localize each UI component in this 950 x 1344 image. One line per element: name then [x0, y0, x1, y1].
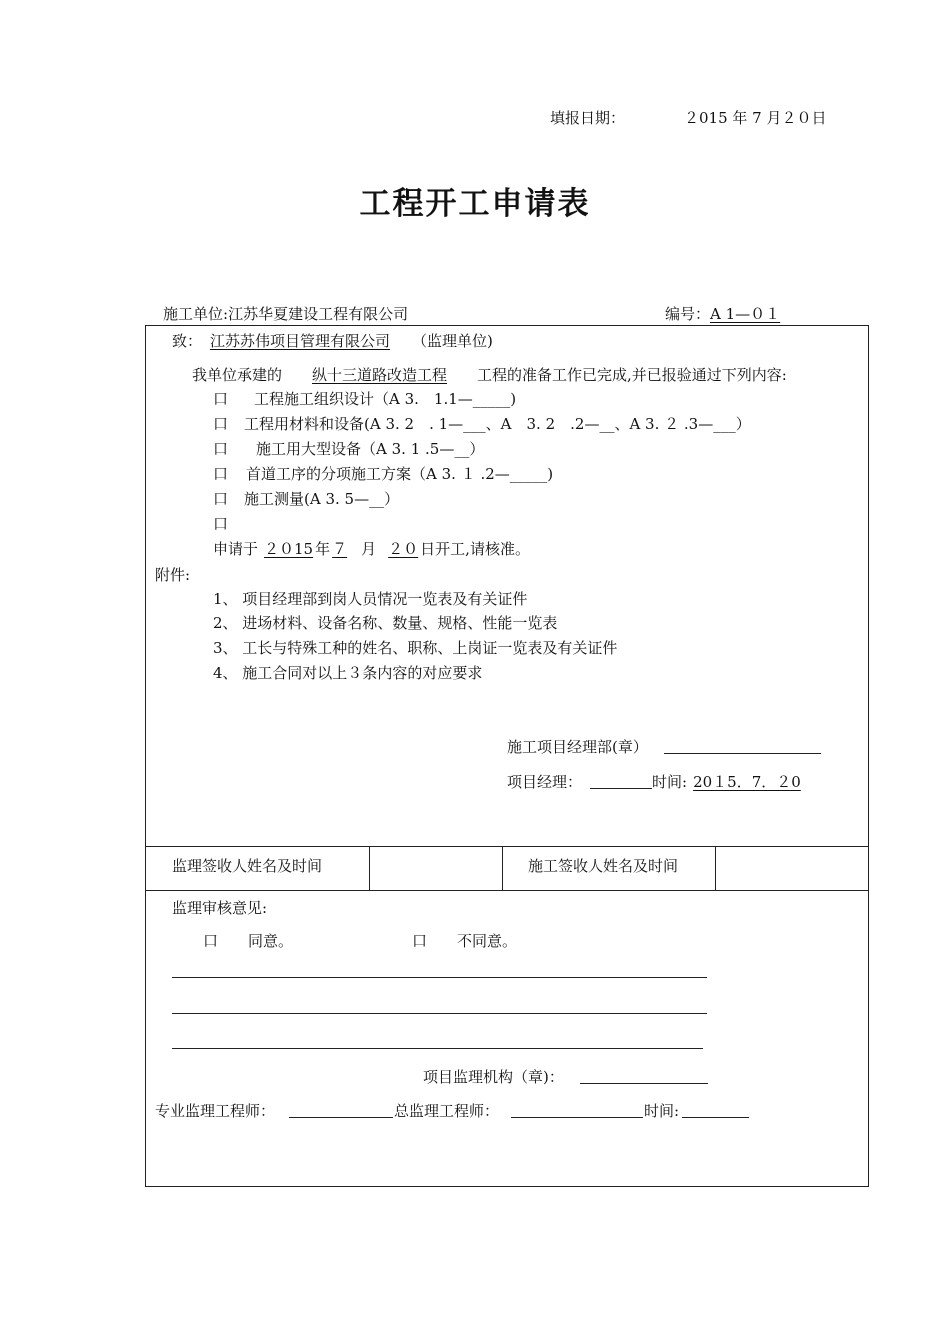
attachment-item: 1、 项目经理部到岗人员情况一览表及有关证件	[213, 590, 528, 608]
request-prefix: 申请于	[213, 540, 259, 558]
checkbox-icon[interactable]: 口	[213, 490, 229, 508]
checkbox-icon[interactable]: 口	[213, 440, 229, 458]
dept-seal-field[interactable]	[664, 736, 821, 754]
agree-label: 同意。	[248, 932, 294, 950]
construction-unit	[163, 303, 408, 324]
review-label: 监理审核意见:	[172, 899, 268, 917]
request-day: ２０	[388, 540, 419, 558]
chief-engineer-label: 总监理工程师：	[394, 1102, 500, 1120]
review-time-field[interactable]	[682, 1100, 749, 1118]
specialty-engineer-field[interactable]	[289, 1100, 393, 1118]
checklist-item[interactable]	[213, 413, 751, 434]
intro-suffix: 工程的准备工作已完成,并已报验通过下列内容:	[477, 366, 787, 384]
checklist-item[interactable]	[213, 463, 553, 484]
form-number	[665, 303, 780, 324]
agree-option[interactable]	[203, 930, 293, 951]
checkbox-icon[interactable]: 口	[203, 932, 219, 950]
divider	[145, 890, 868, 891]
review-time-label: 时间:	[644, 1102, 680, 1120]
checkbox-icon[interactable]: 口	[213, 390, 229, 408]
supervisor-receipt-label: 监理签收人姓名及时间	[172, 857, 323, 875]
attachment-item: 3、 工长与特殊工种的姓名、职称、上岗证一览表及有关证件	[213, 639, 618, 657]
divider	[715, 846, 716, 890]
to-prefix: 致：	[172, 332, 203, 350]
page-title: 工程开工申请表	[359, 186, 591, 222]
contractor-receipt-field[interactable]	[722, 855, 860, 877]
form-number-value: A 1—０１	[710, 305, 781, 323]
form-number-label: 编号：	[665, 305, 711, 323]
request-line	[213, 538, 530, 559]
manager-label: 项目经理：	[507, 773, 583, 791]
fill-date-label: 填报日期：	[550, 109, 626, 127]
manager-field[interactable]	[590, 771, 652, 789]
contractor-receipt-label: 施工签收人姓名及时间	[528, 857, 679, 875]
fill-date-value: ２015 年 7 月２０日	[684, 109, 827, 127]
checklist-item[interactable]	[213, 438, 484, 459]
dept-seal-label: 施工项目经理部(章）	[507, 738, 648, 756]
checklist-item[interactable]	[213, 388, 516, 409]
request-year-unit: 年	[315, 540, 331, 558]
divider	[502, 846, 503, 890]
supervision-org-label: 项目监理机构（章)：	[423, 1068, 564, 1086]
opinion-line[interactable]	[172, 996, 707, 1014]
sign-time-label: 时间:	[652, 773, 688, 791]
request-month: ７	[332, 540, 348, 558]
checklist-text: 工程施工组织设计（A 3. 1.1—_____)	[254, 390, 517, 408]
disagree-label: 不同意。	[457, 932, 518, 950]
checkbox-icon[interactable]: 口	[213, 515, 229, 533]
checklist-text: 施工用大型设备（A 3. 1 .5—__）	[256, 440, 485, 458]
intro-line	[192, 364, 787, 385]
intro-prefix: 我单位承建的	[192, 366, 283, 384]
construction-unit-value: 江苏华夏建设工程有限公司	[228, 305, 409, 323]
checklist-item[interactable]	[213, 488, 399, 509]
project-name: 纵十三道路改造工程	[312, 366, 448, 384]
to-suffix: （监理单位)	[412, 332, 493, 350]
checkbox-icon[interactable]: 口	[213, 415, 229, 433]
checklist-text: 施工测量(A 3. 5—__）	[244, 490, 400, 508]
opinion-line[interactable]	[172, 960, 707, 978]
opinion-line[interactable]	[172, 1031, 703, 1049]
checklist-text: 首道工序的分项施工方案（A 3. １ .2—_____)	[246, 465, 554, 483]
request-suffix: 日开工,请核准。	[420, 540, 530, 558]
attachment-item: 2、 进场材料、设备名称、数量、规格、性能一览表	[213, 614, 558, 632]
request-month-unit: 月	[361, 540, 377, 558]
divider	[369, 846, 370, 890]
checkbox-icon[interactable]: 口	[412, 932, 428, 950]
attachments-label: 附件:	[155, 566, 191, 584]
checklist-text: 工程用材料和设备(A 3. 2 . 1—___、A 3. 2 .2—__、A 3. ２ .3—___）	[244, 415, 751, 433]
attachment-item: 4、 施工合同对以上３条内容的对应要求	[213, 664, 483, 682]
supervisor-receipt-field[interactable]	[378, 855, 496, 877]
specialty-engineer-label: 专业监理工程师：	[155, 1102, 276, 1120]
request-year: ２０15	[264, 540, 314, 558]
disagree-option[interactable]	[412, 930, 517, 951]
to-line	[172, 330, 493, 351]
construction-unit-label: 施工单位:	[163, 305, 229, 323]
chief-engineer-field[interactable]	[511, 1100, 643, 1118]
supervisor-unit: 江苏苏伟项目管理有限公司	[210, 332, 391, 350]
checkbox-icon[interactable]: 口	[213, 465, 229, 483]
sign-time	[652, 771, 803, 792]
sign-time-value: 20１5．7．２0	[693, 773, 801, 791]
checklist-item[interactable]	[213, 513, 228, 534]
supervision-org-field[interactable]	[580, 1066, 708, 1084]
divider	[145, 846, 868, 847]
